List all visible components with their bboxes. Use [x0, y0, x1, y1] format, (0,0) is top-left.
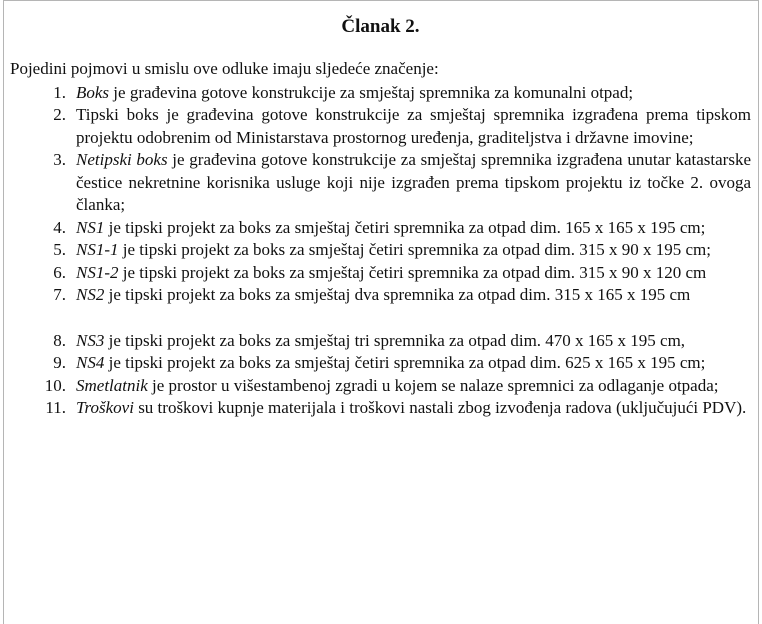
intro-paragraph: Pojedini pojmovi u smislu ove odluke imaju sljedeće značenje: — [10, 59, 439, 78]
item-number: 4. — [53, 217, 66, 237]
item-term: Boks — [76, 82, 110, 102]
list-item — [8, 149, 753, 217]
item-term: Netipski boks — [76, 150, 168, 169]
item-text: je građevina gotove konstrukcije za smještaj spremnika izgrađena unutar katastarske čestice nekretnine korisnika usluge koji nije izgrađen prema tipskom projektu iz točke 2. ovoga članka; — [76, 150, 751, 214]
item-term: Troškovi — [76, 398, 134, 417]
list-item — [8, 82, 753, 105]
definitions-list — [8, 82, 753, 420]
item-term: Smetlatnik — [76, 375, 148, 395]
list-item — [8, 104, 753, 149]
item-term: NS1 — [76, 217, 105, 237]
item-number: 6. — [53, 262, 66, 282]
list-item — [8, 352, 753, 375]
item-text: je građevina gotove konstrukcije za smještaj spremnika za komunalni otpad; — [109, 82, 634, 102]
item-number: 10. — [44, 375, 66, 395]
list-item — [8, 330, 753, 353]
item-text: Tipski boks je građevina gotove konstrukcije za smještaj spremnika izgrađena prema tipskom projektu odobrenim od Ministarstava prostornog uređenja, graditeljstva i državne imovine; — [76, 105, 751, 147]
item-text: je tipski projekt za boks za smještaj četiri spremnika za otpad dim. 315 x 90 x 120 cm — [118, 262, 707, 282]
item-number: 1. — [53, 82, 66, 102]
item-text: je tipski projekt za boks za smještaj četiri spremnika za otpad dim. 165 x 165 x 195 cm; — [104, 217, 706, 237]
item-text: je tipski projekt za boks za smještaj četiri spremnika za otpad dim. 315 x 90 x 195 cm; — [118, 240, 712, 259]
item-term: NS1-2 — [76, 262, 119, 282]
list-item — [8, 239, 753, 262]
item-number: 11. — [45, 398, 66, 417]
list-item — [8, 284, 753, 307]
list-item — [8, 217, 753, 240]
item-text: je tipski projekt za boks za smještaj četiri spremnika za otpad dim. 625 x 165 x 195 cm; — [104, 353, 706, 372]
item-term: NS2 — [76, 285, 105, 304]
item-number: 9. — [53, 353, 66, 372]
item-term: NS4 — [76, 353, 105, 372]
item-text: je tipski projekt za boks za smještaj dva spremnika za otpad dim. 315 x 165 x 195 cm — [104, 285, 691, 304]
list-item — [8, 375, 753, 398]
item-number: 5. — [53, 240, 66, 259]
item-number: 8. — [53, 330, 66, 350]
item-number: 3. — [53, 150, 66, 169]
article-title: Članak 2. — [341, 16, 420, 37]
document-page — [3, 0, 759, 624]
list-item — [8, 262, 753, 285]
item-number: 7. — [53, 285, 66, 304]
item-number: 2. — [53, 105, 66, 124]
item-text: je tipski projekt za boks za smještaj tri spremnika za otpad dim. 470 x 165 x 195 cm, — [104, 330, 686, 350]
list-item — [8, 397, 753, 420]
item-text: su troškovi kupnje materijala i troškovi nastali zbog izvođenja radova (uključujući PDV). — [133, 398, 747, 417]
item-text: je prostor u višestambenoj zgradi u kojem se nalaze spremnici za odlaganje otpada; — [147, 375, 719, 395]
item-term: NS3 — [76, 330, 105, 350]
item-term: NS1-1 — [76, 240, 119, 259]
